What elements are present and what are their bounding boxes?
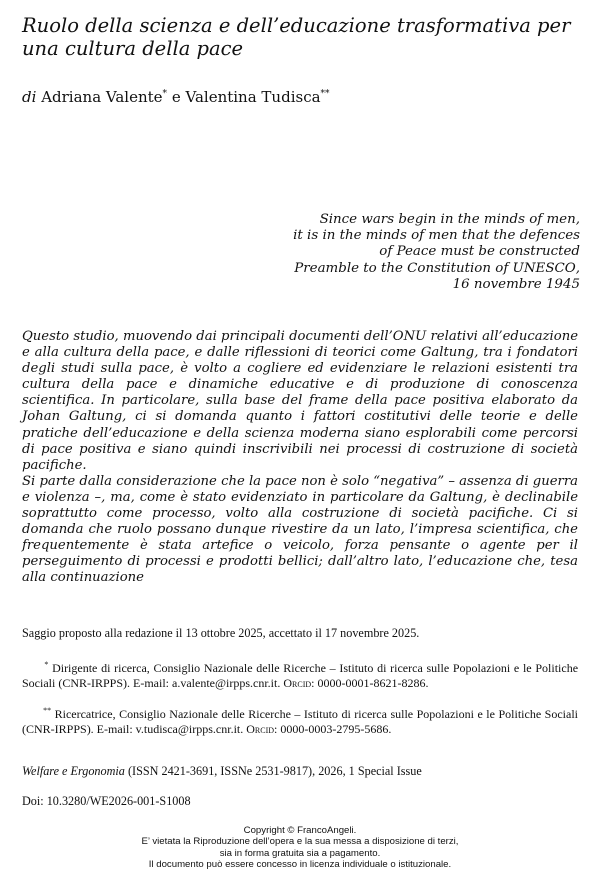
submission-dates: Saggio proposto alla redazione il 13 ottobre 2025, accettato il 17 novembre 2025.	[22, 626, 420, 640]
journal-info	[22, 764, 422, 779]
copyright-line: Il documento può essere concesso in licenza individuale o istituzionale.	[148, 859, 452, 871]
author-name: Adriana Valente	[41, 88, 163, 106]
footnote	[22, 703, 578, 737]
footnote-text: Ricercatrice, Consiglio Nazionale delle Ricerche – Istituto di ricerca sulle Popolazioni e le Politiche Sociali (CNR-IRPPS). E-mail: v.tudisca@irpps.cnr.it.	[22, 707, 578, 736]
abstract-paragraph: Si parte dalla considerazione che la pace non è solo “negativa” – assenza di guerra e violenza –, ma, come è stato evidenziato in particolare da Galtung, è declinabile soprattutto come processo, volto alla costruzione di società pacifiche. Ci si domanda che ruolo possano dunque rivestire da un lato, l’impresa scientifica, che frequentemente è stata artefice o veicolo, forza pensante o agente per il perseguimento di processi e prodotti bellici; dall’altro lato, l’educazione che, tesa alla continuazione	[22, 473, 578, 586]
footnote	[22, 657, 578, 691]
orcid-label: Orcid	[283, 676, 312, 690]
author-name: Valentina Tudisca	[185, 88, 321, 106]
doi: Doi: 10.3280/WE2026-001-S1008	[22, 794, 191, 808]
byline-prefix: di	[22, 88, 37, 106]
copyright-line: E’ vietata la Riproduzione dell’opera e la sua messa a disposizione di terzi,	[141, 836, 459, 848]
epigraph-line: of Peace must be constructed	[379, 244, 580, 260]
journal-details: (ISSN 2421-3691, ISSNe 2531-9817), 2026, 1 Special Issue	[127, 764, 422, 778]
epigraph-date: 16 novembre 1945	[452, 276, 580, 292]
orcid-label: Orcid	[246, 722, 275, 736]
footnote-marker: *	[44, 660, 49, 669]
journal-name: Welfare e Ergonomia	[22, 764, 125, 778]
footnote-marker: *	[162, 89, 168, 99]
epigraph-source-org: UNESCO	[512, 260, 576, 276]
copyright-line: Copyright © FrancoAngeli.	[243, 825, 357, 836]
footnote-text: Dirigente di ricerca, Consiglio Nazionale delle Ricerche – Istituto di ricerca sulle Popolazioni e le Politiche Sociali (CNR-IRPPS). E-mail: a.valente@irpps.cnr.it.	[22, 661, 579, 690]
epigraph	[180, 212, 580, 293]
footnote-marker: **	[320, 89, 330, 99]
epigraph-source-text: Preamble to the Constitution of	[294, 260, 509, 276]
byline-conjunction: e	[171, 88, 181, 106]
orcid-id: : 0000-0001-8621-8286.	[311, 676, 429, 690]
epigraph-line: it is in the minds of men that the defences	[293, 228, 580, 244]
footnote-marker: **	[43, 706, 52, 715]
orcid-id: : 0000-0003-2795-5686.	[274, 722, 392, 736]
byline	[22, 88, 330, 106]
article-title: Ruolo della scienza e dell’educazione trasformativa per una cultura della pace	[22, 14, 571, 60]
copyright-line: sia in forma gratuita sia a pagamento.	[219, 847, 381, 859]
epigraph-line: Since wars begin in the minds of men,	[319, 212, 580, 227]
epigraph-source	[180, 261, 580, 277]
abstract	[22, 329, 578, 587]
abstract-paragraph: Questo studio, muovendo dai principali documenti dell’ONU relativi all’educazione e alla cultura della pace, e dalle riflessioni di teorici come Galtung, tra i fondatori degli studi sulla pace, è volto a cogliere ed evidenziare le relazioni esistenti tra cultura della pace e dinamiche educative e di produzione di conoscenza scientifica. In particolare, sulla base del frame della pace positiva elaborato da Johan Galtung, ci si domanda quanto i fattori costitutivi delle teorie e delle pratiche dell’educazione e della scienza moderna siano esplorabili come percorsi di pace positiva e siano quindi inscrivibili nei processi di costruzione di società pacifiche.	[22, 329, 578, 473]
copyright-notice	[0, 825, 600, 871]
epigraph-source-punct: ,	[575, 260, 580, 276]
